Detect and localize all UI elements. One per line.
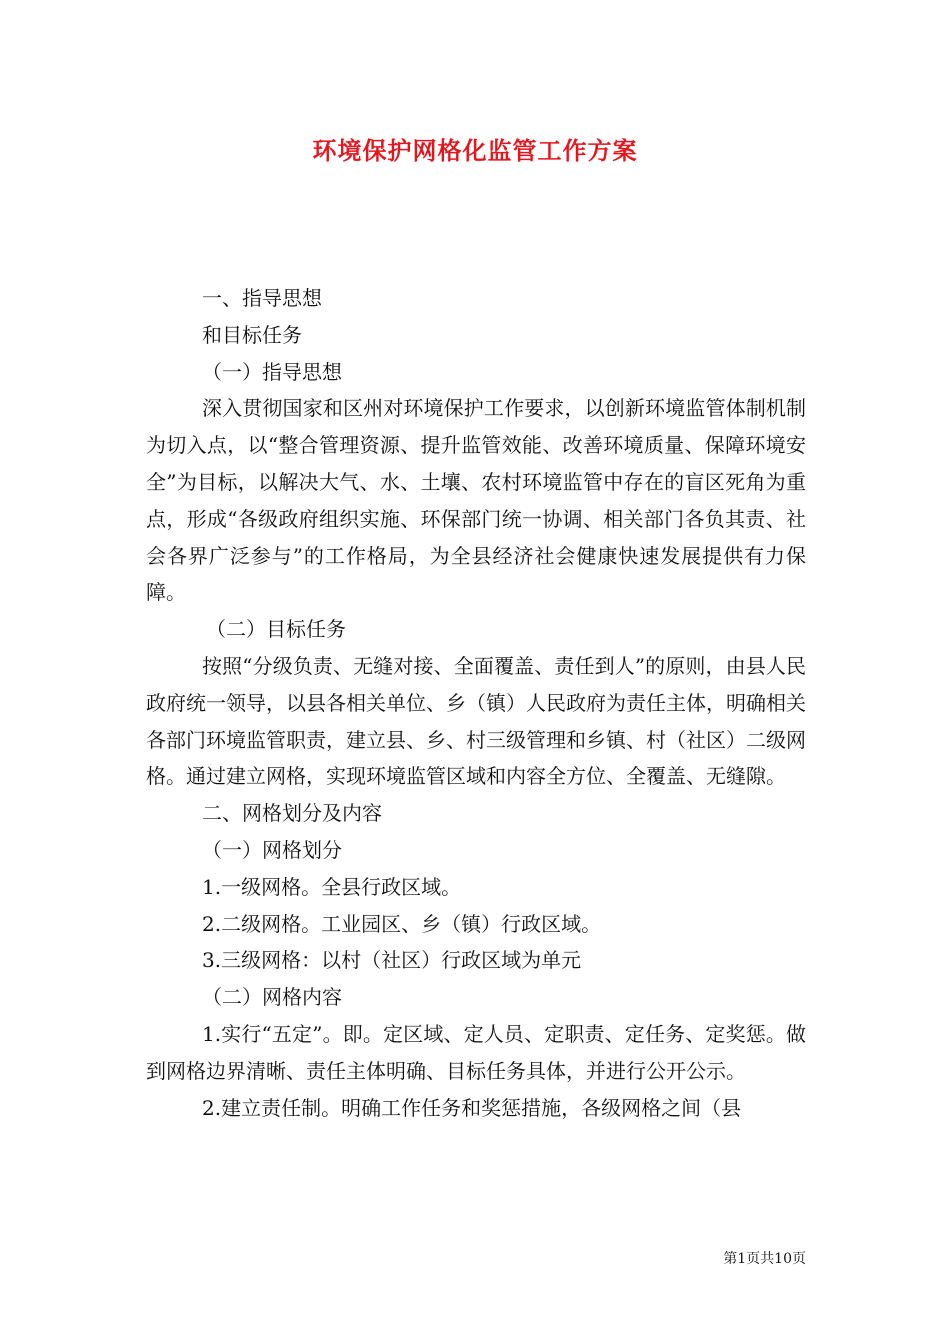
paragraph-five-fixed: 1.实行“五定”。即。定区域、定人员、定职责、定任务、定奖惩。做到网格边界清晰、责任主体明确、目标任务具体，并进行公开公示。 [146, 1021, 806, 1083]
list-item-grid-2: 2.二级网格。工业园区、乡（镇）行政区域。 [202, 911, 602, 936]
subsection-heading-content: （二）网格内容 [202, 985, 342, 1010]
paragraph-responsibility: 2.建立责任制。明确工作任务和奖惩措施，各级网格之间（县 [202, 1095, 742, 1120]
page-number-footer: 第1页共10页 [723, 1251, 806, 1267]
subsection-heading-goals: （二）目标任务 [206, 617, 346, 642]
document-body [146, 280, 806, 1126]
list-item-grid-3: 3.三级网格：以村（社区）行政区域为单元 [202, 948, 582, 973]
subsection-heading-division: （一）网格划分 [202, 837, 342, 862]
paragraph-goals: 按照“分级负责、无缝对接、全面覆盖、责任到人”的原则，由县人民政府统一领导，以县各相关单位、乡（镇）人民政府为责任主体，明确相关各部门环境监管职责，建立县、乡、村三级管理和乡镇、村（社区）二级网格。通过建立网格，实现环境监管区域和内容全方位、全覆盖、无缝隙。 [146, 653, 806, 789]
document-title: 环境保护网格化监管工作方案 [312, 136, 638, 165]
paragraph-guiding: 深入贯彻国家和区州对环境保护工作要求，以创新环境监管体制机制为切入点，以“整合管理资源、提升监管效能、改善环境质量、保障环境安全”为目标，以解决大气、水、土壤、农村环境监管中存在的盲区死角为重点，形成“各级政府组织实施、环保部门统一协调、相关部门各负其责、社会各界广泛参与”的工作格局，为全县经济社会健康快速发展提供有力保障。 [146, 396, 806, 605]
section-heading-2: 二、网格划分及内容 [202, 801, 382, 826]
section-heading-1: 一、指导思想 [202, 286, 322, 310]
section-heading-1-cont: 和目标任务 [202, 322, 302, 347]
subsection-heading-guiding: （一）指导思想 [202, 359, 342, 384]
list-item-grid-1: 1.一级网格。全县行政区域。 [202, 874, 462, 899]
